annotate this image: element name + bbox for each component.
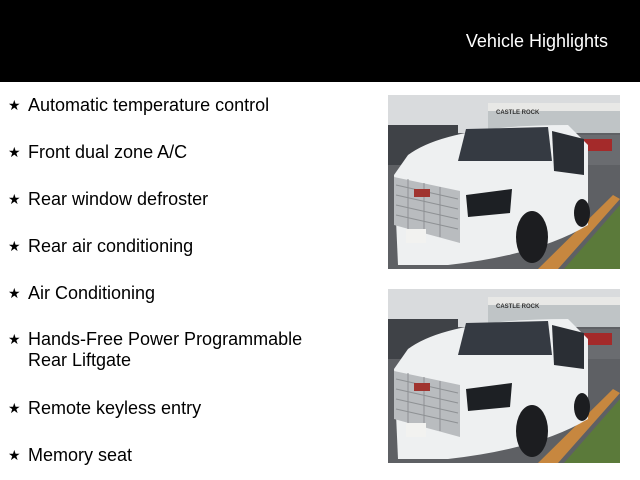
feature-item <box>8 445 368 466</box>
star-icon: ★ <box>8 238 21 254</box>
feature-label: Rear window defroster <box>28 189 209 209</box>
feature-item <box>8 398 368 419</box>
star-icon: ★ <box>8 331 21 347</box>
star-icon: ★ <box>8 400 21 416</box>
page-title: Vehicle Highlights <box>465 31 608 51</box>
feature-item <box>8 95 368 116</box>
feature-label: Memory seat <box>28 445 133 465</box>
feature-item <box>8 283 368 304</box>
dealer-sign: CASTLE ROCK <box>496 110 540 116</box>
star-icon: ★ <box>8 285 21 301</box>
feature-item <box>8 189 368 210</box>
feature-label: Automatic temperature control <box>28 95 270 115</box>
feature-item <box>8 142 368 163</box>
dealer-sign: CASTLE ROCK <box>496 304 540 310</box>
feature-item <box>8 236 368 257</box>
star-icon: ★ <box>8 97 21 113</box>
feature-label: Rear air conditioning <box>28 236 194 256</box>
star-icon: ★ <box>8 191 21 207</box>
star-icon: ★ <box>8 144 21 160</box>
vehicle-photo-graphic <box>388 95 620 269</box>
feature-item <box>8 329 368 371</box>
vehicle-photo <box>388 289 620 463</box>
star-icon: ★ <box>8 447 21 463</box>
header-bar <box>0 0 640 82</box>
feature-label: Air Conditioning <box>28 283 156 303</box>
feature-label: Front dual zone A/C <box>28 142 188 162</box>
feature-label: Remote keyless entry <box>28 398 202 418</box>
vehicle-photo-graphic <box>388 289 620 463</box>
vehicle-photo <box>388 95 620 269</box>
feature-label: Hands-Free Power Programmable Rear Liftgate <box>28 329 303 370</box>
